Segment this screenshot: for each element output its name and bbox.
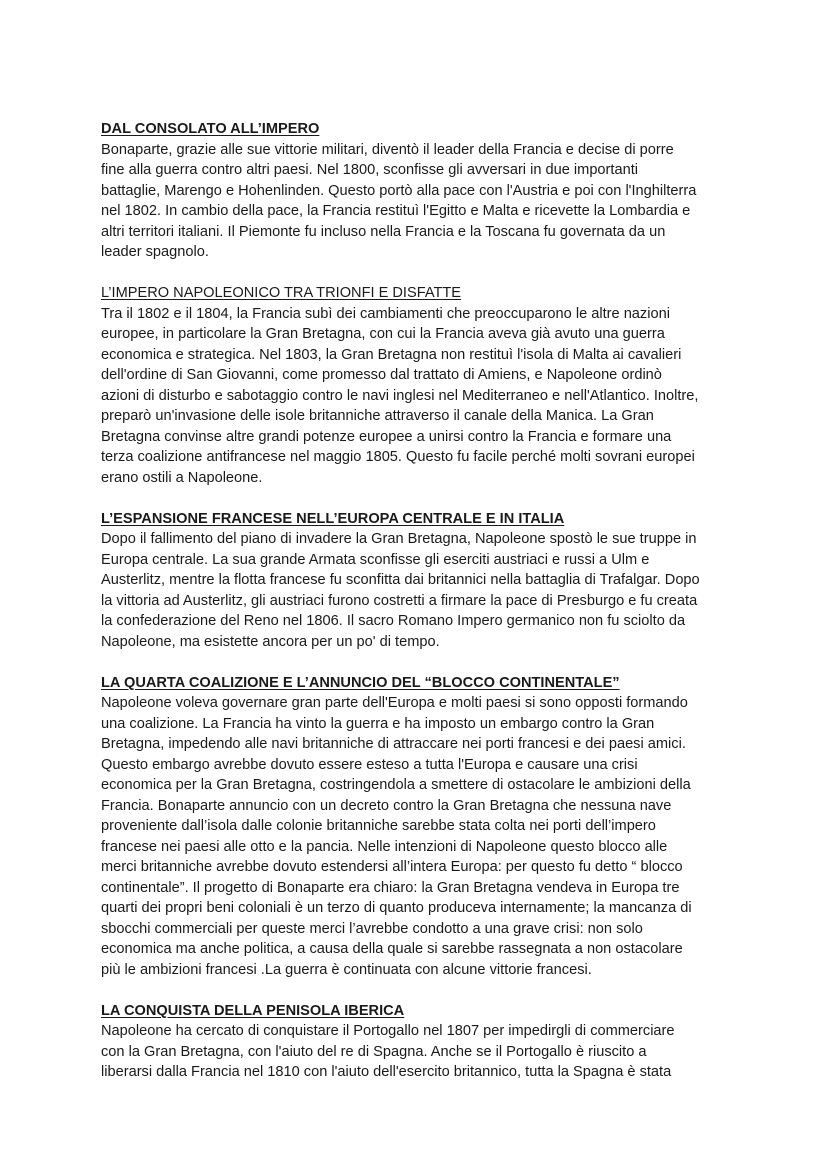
section-paragraph <box>101 693 731 980</box>
document-page <box>101 119 731 1103</box>
section-espansione-francese <box>101 509 731 653</box>
text-line: la vittoria ad Austerlitz, gli austriaci furono costretti a firmare la pace di Presburgo e fu creata <box>101 592 698 609</box>
text-line: merci britanniche avrebbe dovuto estendersi all’intera Europa: per questo fu detto “ blocco <box>101 859 683 875</box>
text-line: dell'ordine di San Giovanni, come promesso dal trattato di Amiens, e Napoleone ordinò <box>101 367 662 383</box>
text-line: erano ostili a Napoleone. <box>101 469 263 486</box>
text-line: Austerlitz, mentre la flotta francese fu sconfitta dai britannici nella battaglia di Trafalgar. Dopo <box>101 572 700 588</box>
text-line: europee, in particolare la Gran Bretagna, con cui la Francia aveva già avuto una guerra <box>101 326 665 342</box>
text-line: Napoleone voleva governare gran parte dell'Europa e molti paesi si sono opposti formando <box>101 695 688 711</box>
text-line: con la Gran Bretagna, con l'aiuto del re di Spagna. Anche se il Portogallo è riuscito a <box>101 1043 647 1060</box>
text-line: una coalizione. La Francia ha vinto la guerra e ha imposto un embargo contro la Gran <box>101 715 655 732</box>
text-line: Napoleone ha cercato di conquistare il Portogallo nel 1807 per impedirgli di commerciare <box>101 1023 675 1039</box>
text-line: liberarsi dalla Francia nel 1810 con l'aiuto dell'esercito britannico, tutta la Spagna è stata <box>101 1064 672 1080</box>
text-line: nel 1802. In cambio della pace, la Francia restituì l'Egitto e Malta e ricevette la Lombardia e <box>101 203 691 219</box>
text-line: più le ambizioni francesi .La guerra è continuata con alcune vittorie francesi. <box>101 961 592 978</box>
section-heading: L’ESPANSIONE FRANCESE NELL’EUROPA CENTRALE E IN ITALIA <box>101 510 565 527</box>
text-line: Tra il 1802 e il 1804, la Francia subì dei cambiamenti che preoccuparono le altre nazioni <box>101 305 670 322</box>
text-line: Francia. Bonaparte annuncio con un decreto contro la Gran Bretagna che nessuna nave <box>101 797 672 814</box>
text-line: Bretagna, impedendo alle navi britanniche di attraccare nei porti francesi e dei paesi amici. <box>101 736 686 752</box>
text-line: Bonaparte, grazie alle sue vittorie militari, diventò il leader della Francia e decise di porre <box>101 141 674 158</box>
section-consolato <box>101 119 731 263</box>
text-line: continentale”. Il progetto di Bonaparte era chiaro: la Gran Bretagna vendeva in Europa tre <box>101 879 680 896</box>
text-line: economica ma anche politica, a causa della quale si sarebbe rassegnata a non ostacolare <box>101 941 683 957</box>
section-paragraph <box>101 1021 731 1083</box>
text-line: Questo embargo avrebbe dovuto essere esteso a tutta l'Europa e causare una crisi <box>101 756 638 773</box>
section-impero-napoleonico <box>101 283 731 488</box>
text-line: economica per la Gran Bretagna, costringendola a smettere di ostacolare le ambizioni della <box>101 777 691 793</box>
section-penisola-iberica <box>101 1001 731 1083</box>
text-line: la confederazione del Reno nel 1806. Il sacro Romano Impero germanico non fu sciolto da <box>101 613 686 629</box>
text-line: azioni di disturbo e sabotaggio contro le navi inglesi nel Mediterraneo e nell'Atlantico. Inoltre, <box>101 387 699 404</box>
section-heading: LA QUARTA COALIZIONE E L’ANNUNCIO DEL “BLOCCO CONTINENTALE” <box>101 674 620 691</box>
section-paragraph <box>101 529 731 652</box>
text-line: altri territori italiani. Il Piemonte fu incluso nella Francia e la Toscana fu governata da un <box>101 223 666 240</box>
section-paragraph <box>101 140 731 263</box>
text-line: quarti dei propri beni coloniali è un terzo di quanto produceva internamente; la mancanza di <box>101 900 692 916</box>
text-line: battaglie, Marengo e Hohenlinden. Questo portò alla pace con l'Austria e poi con l'Inghilterra <box>101 182 697 199</box>
text-line: Dopo il fallimento del piano di invadere la Gran Bretagna, Napoleone spostò le sue truppe in <box>101 531 697 547</box>
text-line: sbocchi commerciali per queste merci l’avrebbe condotto a una grave crisi: non solo <box>101 920 643 937</box>
text-line: preparò un'invasione delle isole britanniche attraverso il canale della Manica. La Gran <box>101 408 654 424</box>
text-line: leader spagnolo. <box>101 244 209 260</box>
text-line: francese nei paesi alle otto e la pancia. Nelle intenzioni di Napoleone questo blocco alle <box>101 838 668 855</box>
text-line: Napoleone, ma esistette ancora per un po' di tempo. <box>101 633 440 650</box>
section-quarta-coalizione <box>101 673 731 981</box>
section-paragraph <box>101 304 731 489</box>
text-line: Europa centrale. La sua grande Armata sconfisse gli eserciti austriaci e russi a Ulm e <box>101 551 650 568</box>
section-heading: L’IMPERO NAPOLEONICO TRA TRIONFI E DISFATTE <box>101 285 462 301</box>
text-line: terza coalizione antifrancese nel maggio 1805. Questo fu facile perché molti sovrani europei <box>101 449 695 465</box>
section-heading: LA CONQUISTA DELLA PENISOLA IBERICA <box>101 1002 405 1019</box>
section-heading: DAL CONSOLATO ALL’IMPERO <box>101 121 320 137</box>
text-line: economica e strategica. Nel 1803, la Gran Bretagna non restituì l'isola di Malta ai cavalieri <box>101 346 682 363</box>
text-line: proveniente dall’isola dalle colonie britanniche sarebbe stata colta nei porti dell’impero <box>101 818 656 834</box>
text-line: Bretagna convinse altre grandi potenze europee a unirsi contro la Francia e formare una <box>101 428 672 445</box>
text-line: fine alla guerra contro altri paesi. Nel 1800, sconfisse gli avversari in due importanti <box>101 162 638 178</box>
